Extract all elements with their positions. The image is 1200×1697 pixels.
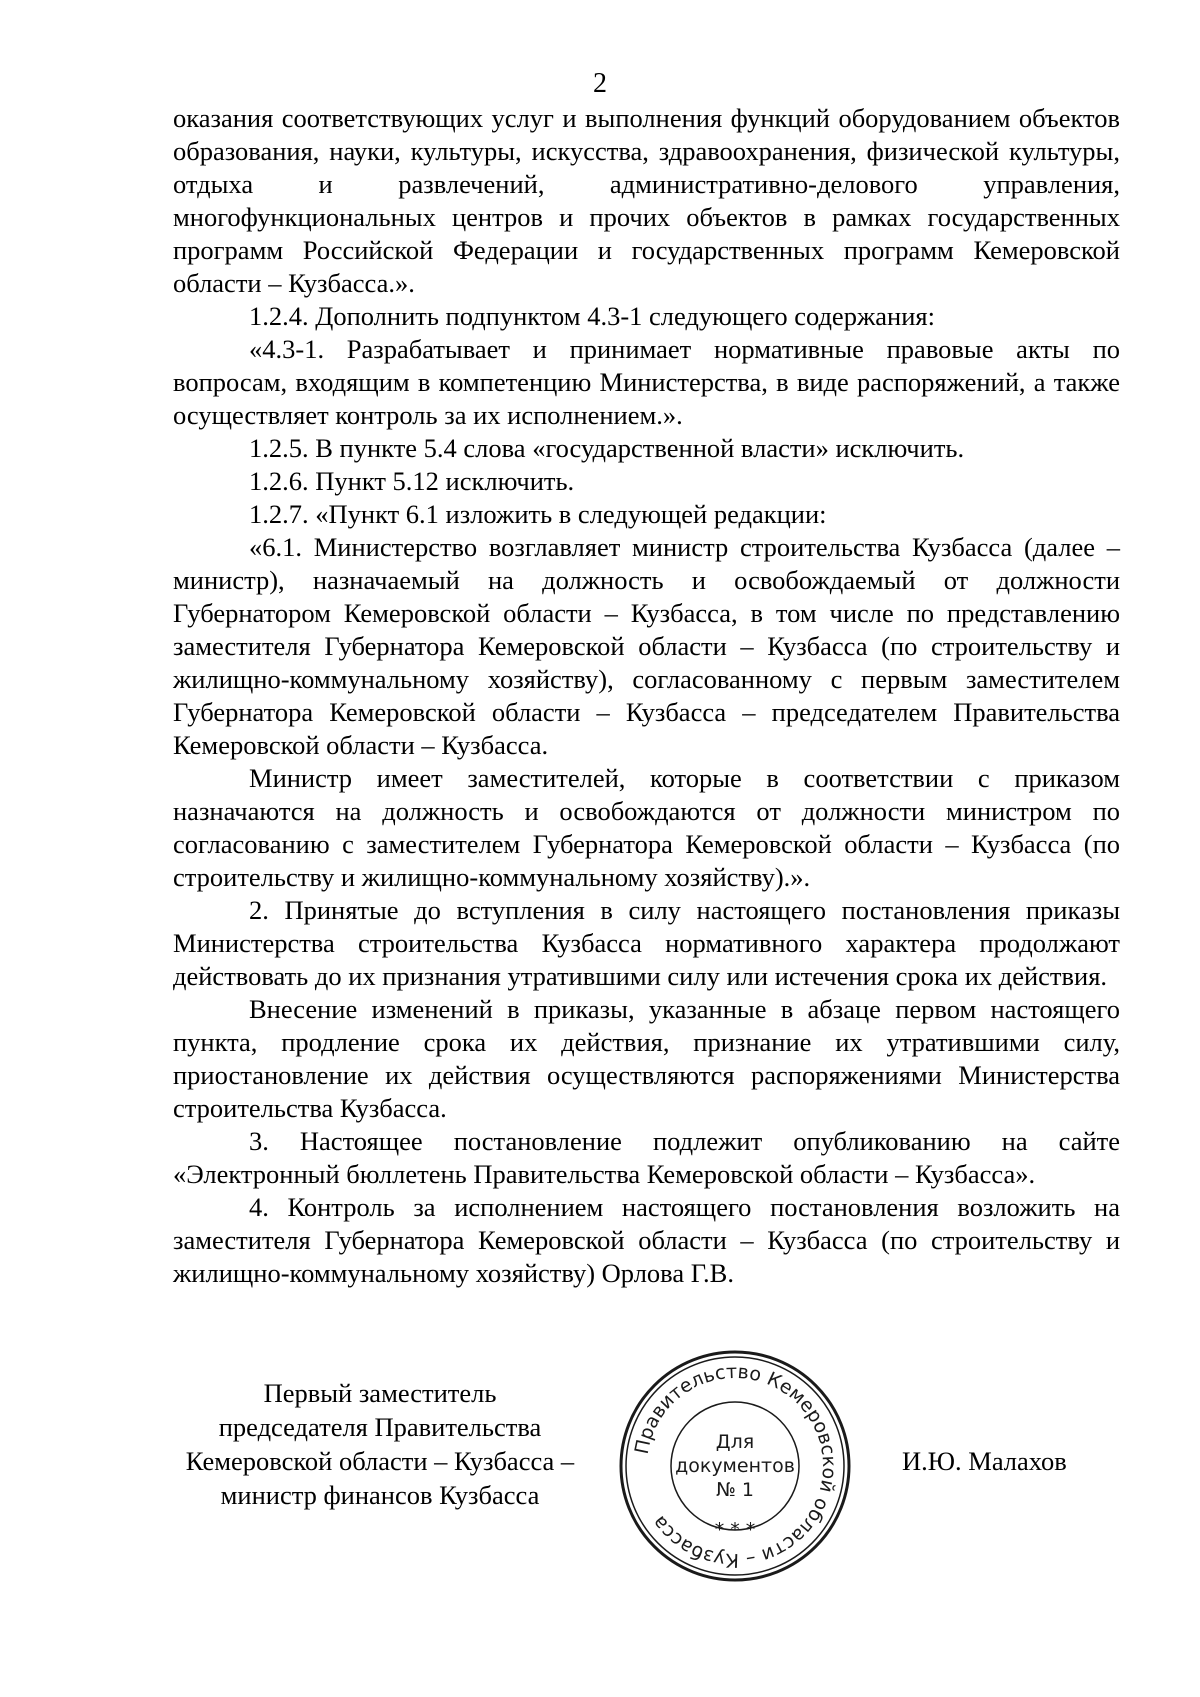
seal-center-line: № 1 [716,1479,754,1501]
seal-center-line: Для [715,1431,755,1453]
seal-graphic [617,1348,853,1584]
paragraph: Внесение изменений в приказы, указанные в абзаце первом настоящего пункта, продление срока их действия, признание их утратившими силу, приостановление их действия осуществляются распоряжениями Министерства строительства Кузбасса. [173,994,1120,1123]
paragraph: 1.2.5. В пункте 5.4 слова «государственной власти» исключить. [249,433,965,463]
paragraph: оказания соответствующих услуг и выполнения функций оборудованием объектов образования, науки, культуры, искусства, здравоохранения, физической культуры, отдыха и развлечений, административно-делового управления, многофункциональных центров и прочих объектов в рамках государственных программ Российской Федерации и государственных программ Кемеровской области – Кузбасса.». [173,103,1120,298]
paragraph: 3. Настоящее постановление подлежит опубликованию на сайте «Электронный бюллетень Правительства Кемеровской области – Кузбасса». [173,1126,1120,1189]
paragraph: 1.2.4. Дополнить подпунктом 4.3-1 следующего содержания: [249,301,935,331]
seal-center-line: документов [675,1455,795,1477]
signatory-name: И.Ю. Малахов [902,1446,1067,1476]
seal-ring-textpath: Правительство Кемеровской области – Кузбасса [630,1360,841,1572]
paragraph: 2. Принятые до вступления в силу настоящего постановления приказы Министерства строительства Кузбасса нормативного характера продолжают действовать до их признания утратившими силу или истечения срока их действия. [173,895,1120,991]
signatory-title-line: Первый заместитель [263,1378,497,1408]
paragraph: «6.1. Министерство возглавляет министр строительства Кузбасса (далее – министр), назначаемый на должность и освобождаемый от должности Губернатором Кемеровской области – Кузбасса, в том числе по представлению заместителя Губернатора Кемеровской области – Кузбасса (по строительству и жилищно-коммунальному хозяйству), согласованному с первым заместителем Губернатора Кемеровской области – Кузбасса – председателем Правительства Кемеровской области – Кузбасса. [173,532,1120,760]
document-body [173,102,1120,1290]
paragraph: 1.2.6. Пункт 5.12 исключить. [249,466,575,496]
paragraph: Министр имеет заместителей, которые в соответствии с приказом назначаются на должность и освобождаются от должности министром по согласованию с заместителем Губернатора Кемеровской области – Кузбасса (по строительству и жилищно-коммунальному хозяйству).». [173,763,1120,892]
signatory-title-line: председателя Правительства [218,1412,542,1442]
paragraph: «4.3-1. Разрабатывает и принимает нормативные правовые акты по вопросам, входящим в компетенцию Министерства, в виде распоряжений, а также осуществляет контроль за их исполнением.». [173,334,1120,430]
paragraph: 1.2.7. «Пункт 6.1 изложить в следующей редакции: [249,499,827,529]
official-seal [617,1348,853,1584]
signatory-title-line: министр финансов Кузбасса [220,1480,540,1510]
page-number: 2 [593,68,607,99]
seal-stars: * * * [714,1519,756,1541]
signatory-title-line: Кемеровской области – Кузбасса – [185,1446,575,1476]
paragraph: 4. Контроль за исполнением настоящего постановления возложить на заместителя Губернатора Кемеровской области – Кузбасса (по строительству и жилищно-коммунальному хозяйству) Орлова Г.В. [173,1192,1120,1288]
signatory-title [160,1376,600,1512]
